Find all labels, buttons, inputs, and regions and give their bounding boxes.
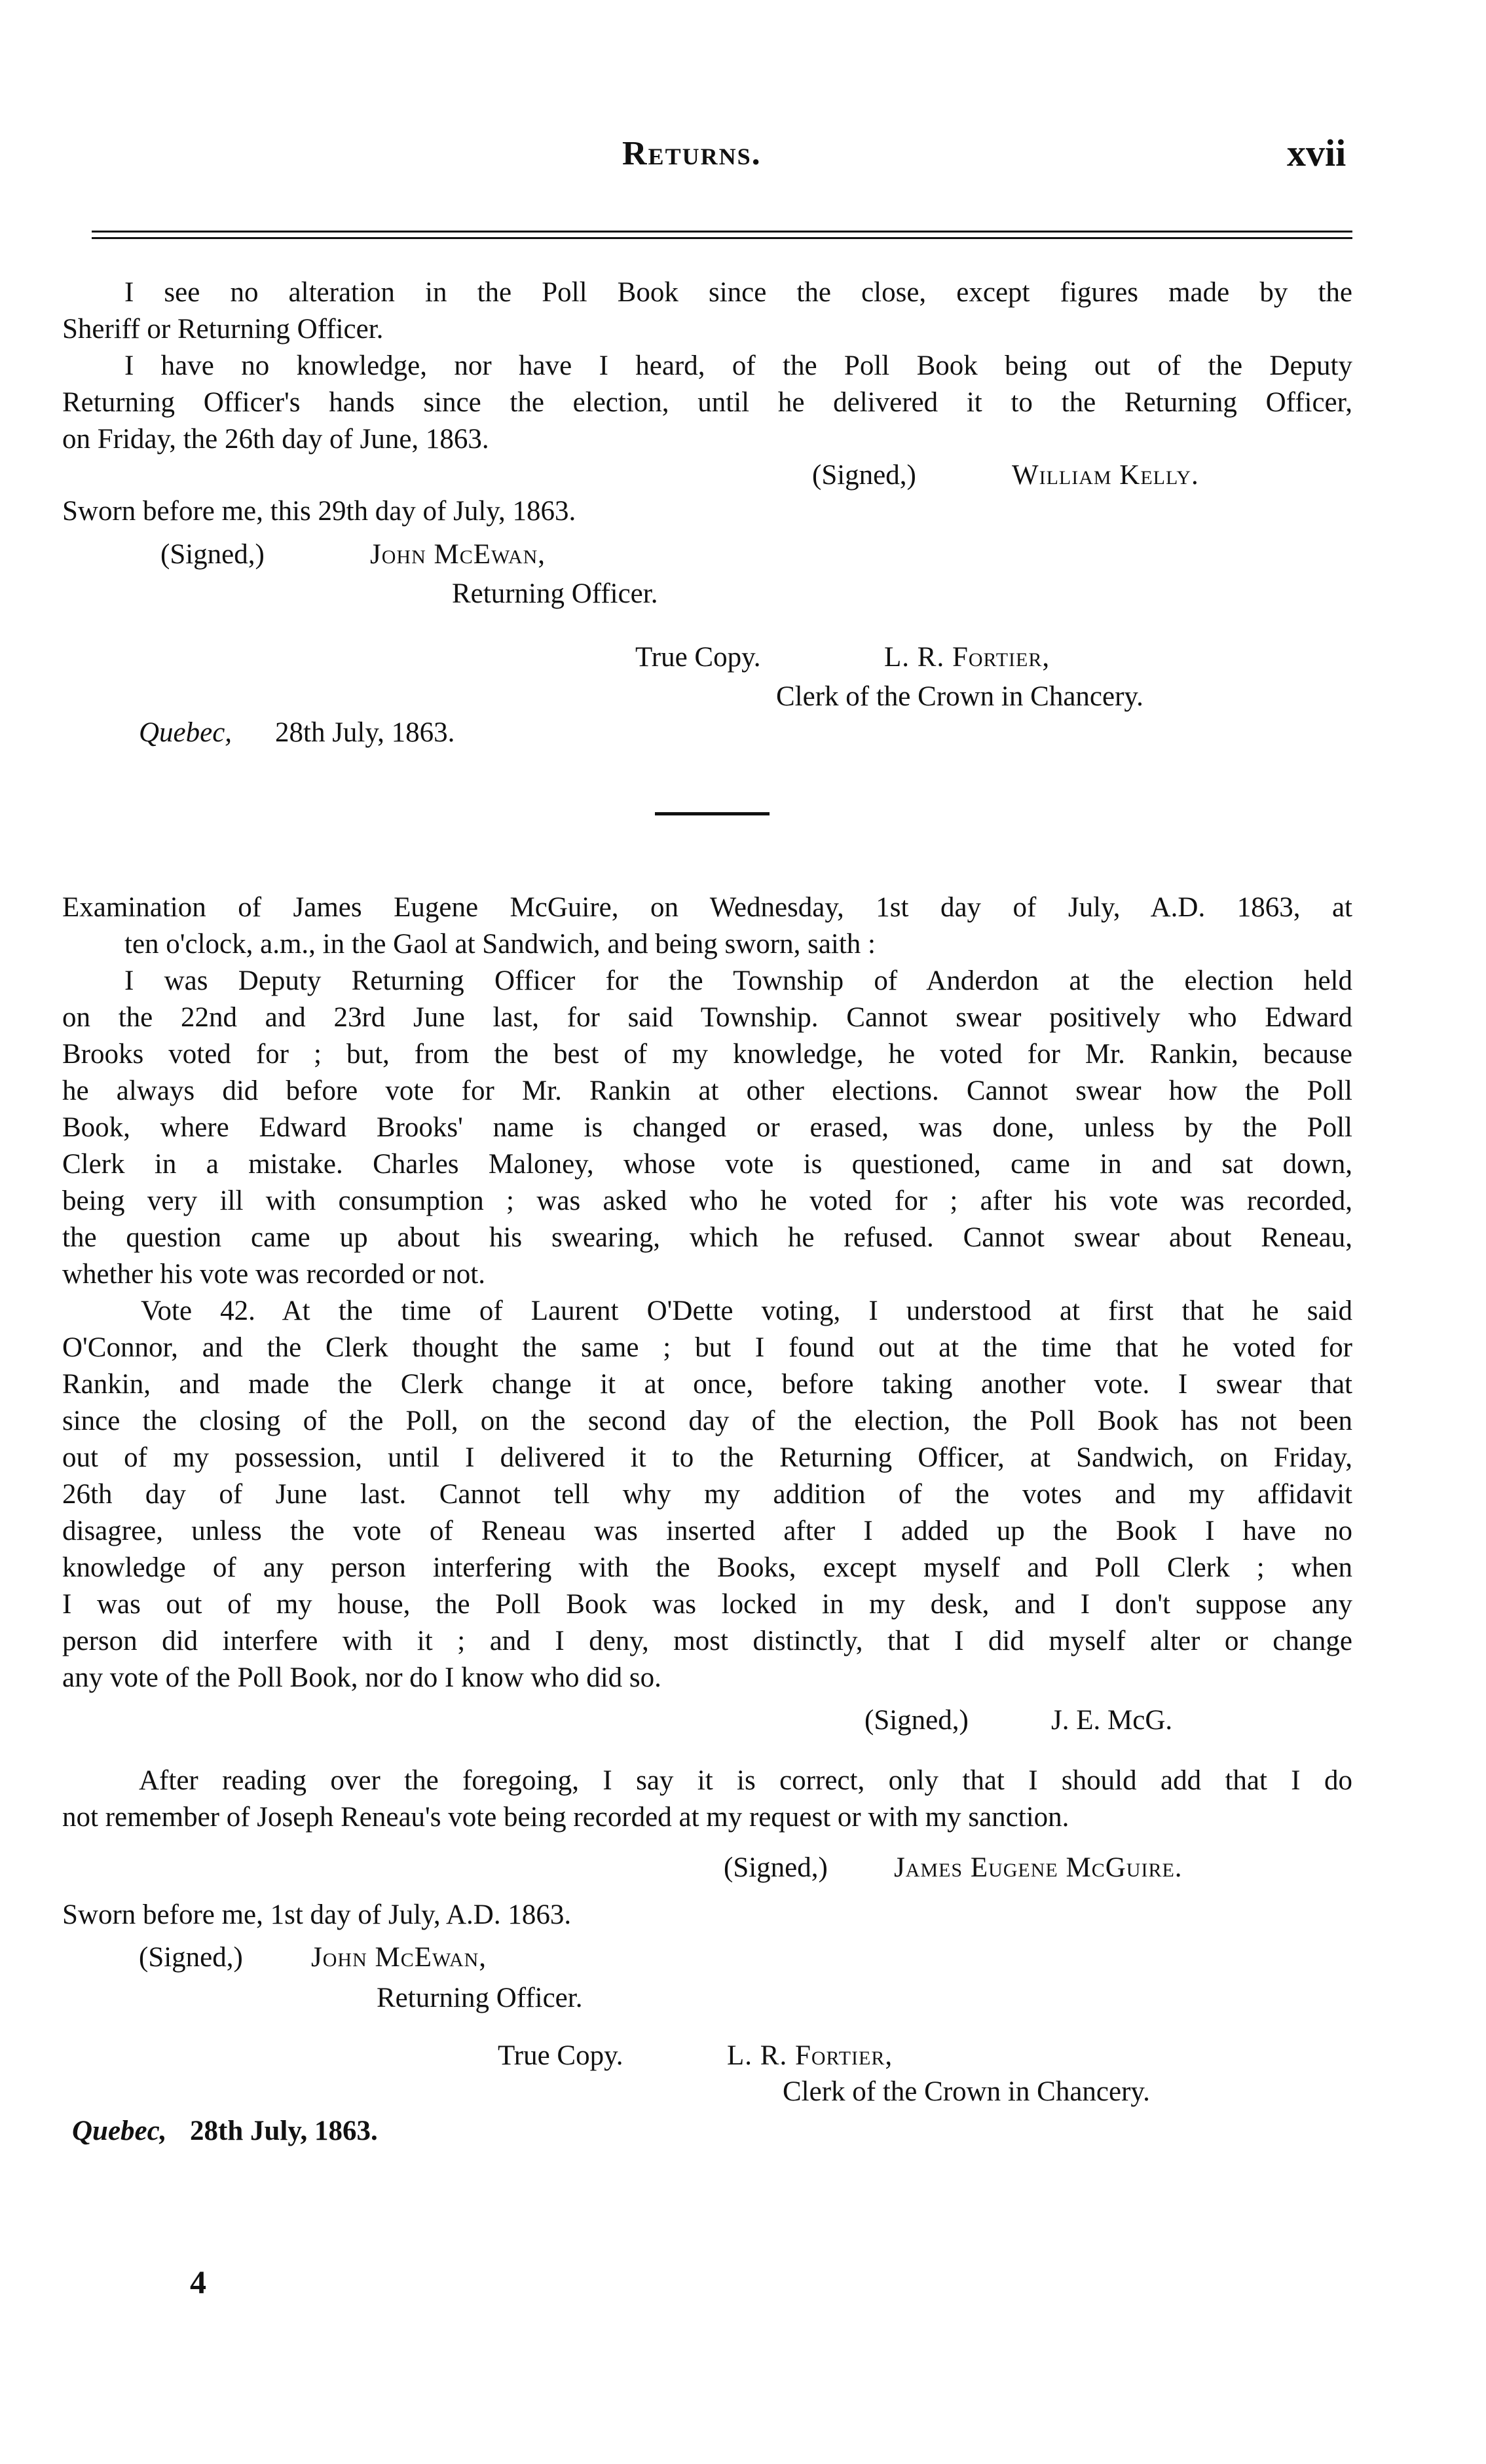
para2-line-2: Returning Officer's hands since the election, until he delivered it to the Returning Officer, [62, 387, 1352, 418]
mcguire-clerk-title: Clerk of the Crown in Chancery. [783, 2076, 1150, 2107]
exam-line-5: Brooks voted for ; but, from the best of my knowledge, he voted for Mr. Rankin, because [62, 1039, 1352, 1070]
signature-folio: 4 [190, 2264, 206, 2300]
exam-line-3: I was Deputy Returning Officer for the Township of Anderdon at the election held [124, 965, 1352, 996]
exam-line-14: Rankin, and made the Clerk change it at once, before taking another vote. I swear that [62, 1369, 1352, 1400]
mcguire-signed-prefix: (Signed,) [724, 1852, 828, 1883]
kelly-officer-name: John McEwan, [370, 539, 546, 570]
kelly-signed-prefix: (Signed,) [812, 460, 916, 491]
exam-line-8: Clerk in a mistake. Charles Maloney, whose vote is questioned, came in and sat down, [62, 1149, 1352, 1180]
exam-line-18: disagree, unless the vote of Reneau was inserted after I added up the Book I have no [62, 1516, 1352, 1546]
after-line-2: not remember of Joseph Reneau's vote being recorded at my request or with my sanction. [62, 1802, 1069, 1833]
mcguire-sworn-line: Sworn before me, 1st day of July, A.D. 1863. [62, 1899, 572, 1930]
running-title: Returns. [622, 135, 762, 172]
mcg-initials-signature: J. E. McG. [1051, 1705, 1173, 1736]
mcguire-place: Quebec, [72, 2116, 167, 2146]
exam-line-20: I was out of my house, the Poll Book was locked in my desk, and I don't suppose any [62, 1589, 1352, 1620]
para2-line-3: on Friday, the 26th day of June, 1863. [62, 424, 489, 455]
kelly-officer-signed: (Signed,) [160, 539, 265, 570]
exam-line-9: being very ill with consumption ; was asked who he voted for ; after his vote was recorded, [62, 1185, 1352, 1216]
para2-line-1: I have no knowledge, nor have I heard, of the Poll Book being out of the Deputy [124, 350, 1352, 381]
exam-line-2: ten o'clock, a.m., in the Gaol at Sandwich, and being sworn, saith : [124, 929, 876, 960]
mcguire-date: 28th July, 1863. [190, 2116, 378, 2146]
exam-line-7: Book, where Edward Brooks' name is changed or erased, was done, unless by the Poll [62, 1112, 1352, 1143]
kelly-signature: William Kelly. [1012, 460, 1199, 491]
exam-line-17: 26th day of June last. Cannot tell why my addition of the votes and my affidavit [62, 1479, 1352, 1510]
exam-line-11: whether his vote was recorded or not. [62, 1259, 485, 1290]
para1-line-1: I see no alteration in the Poll Book since the close, except figures made by the [124, 277, 1352, 308]
header-rule-top [92, 231, 1352, 233]
mcguire-true-copy: True Copy. [498, 2040, 623, 2071]
header-rule-bottom [92, 237, 1352, 239]
after-line-1: After reading over the foregoing, I say it is correct, only that I should add that I do [139, 1765, 1352, 1796]
kelly-place: Quebec, [139, 717, 232, 748]
kelly-date: 28th July, 1863. [275, 717, 455, 748]
exam-line-4: on the 22nd and 23rd June last, for said Township. Cannot swear positively who Edward [62, 1002, 1352, 1033]
exam-line-12: Vote 42. At the time of Laurent O'Dette voting, I understood at first that he said [141, 1296, 1352, 1326]
exam-line-13: O'Connor, and the Clerk thought the same ; but I found out at the time that he voted for [62, 1332, 1352, 1363]
exam-line-10: the question came up about his swearing, which he refused. Cannot swear about Reneau, [62, 1222, 1352, 1253]
kelly-officer-title: Returning Officer. [452, 578, 658, 609]
mcguire-officer-title: Returning Officer. [377, 1983, 583, 2013]
kelly-clerk-name: L. R. Fortier, [884, 642, 1050, 673]
mcguire-signature: James Eugene McGuire. [894, 1852, 1183, 1883]
exam-line-21: person did interfere with it ; and I deny, most distinctly, that I did myself alter or change [62, 1626, 1352, 1656]
exam-line-1: Examination of James Eugene McGuire, on Wednesday, 1st day of July, A.D. 1863, at [62, 892, 1352, 923]
kelly-true-copy: True Copy. [635, 642, 761, 673]
mcguire-officer-signed: (Signed,) [139, 1942, 243, 1973]
section-divider [655, 812, 770, 815]
exam-line-19: knowledge of any person interfering with the Books, except myself and Poll Clerk ; when [62, 1552, 1352, 1583]
para1-line-2: Sheriff or Returning Officer. [62, 314, 384, 345]
exam-line-22: any vote of the Poll Book, nor do I know who did so. [62, 1662, 661, 1693]
page-number: xvii [1287, 132, 1347, 174]
mcg-signed-prefix: (Signed,) [864, 1705, 969, 1736]
exam-line-16: out of my possession, until I delivered it to the Returning Officer, at Sandwich, on Friday, [62, 1442, 1352, 1473]
mcguire-officer-name: John McEwan, [311, 1942, 487, 1973]
kelly-clerk-title: Clerk of the Crown in Chancery. [776, 681, 1143, 712]
mcguire-clerk-name: L. R. Fortier, [727, 2040, 893, 2071]
exam-line-6: he always did before vote for Mr. Rankin at other elections. Cannot swear how the Poll [62, 1075, 1352, 1106]
kelly-sworn-line: Sworn before me, this 29th day of July, 1863. [62, 496, 576, 527]
exam-line-15: since the closing of the Poll, on the second day of the election, the Poll Book has not been [62, 1406, 1352, 1436]
